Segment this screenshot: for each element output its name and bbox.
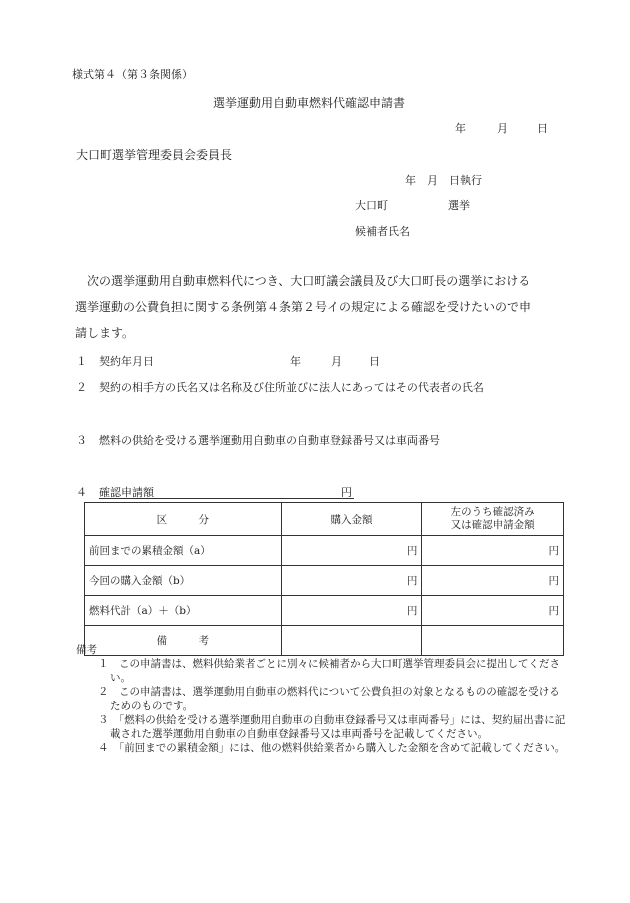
item-1-month: 月 [331, 355, 342, 368]
election-date: 年 月 日執行 [405, 174, 482, 187]
table-row [85, 596, 564, 626]
purchase-amount-cell[interactable]: 円 [281, 596, 422, 626]
purchase-amount-cell[interactable]: 円 [281, 566, 422, 596]
notes-heading: 備考 [76, 644, 97, 656]
item-4-number: ４ [76, 486, 87, 499]
row-label: 前回までの累積金額（a） [85, 536, 282, 566]
item-2-number: ２ [76, 381, 87, 394]
body-line-1: 次の選挙運動用自動車燃料代につき、大口町議会議員及び大口町長の選挙における [87, 274, 531, 288]
note-4: ４ 「前回までの累積金額」には、他の燃料供給業者から購入した金額を含めて記載してください。 [98, 742, 566, 754]
submission-month: 月 [497, 122, 508, 135]
body-line-2: 選挙運動の公費負担に関する条例第４条第２号イの規定による確認を受けたいので申 [75, 300, 532, 314]
note-1: １ この申請書は、燃料供給業者ごとに別々に候補者から大口町選挙管理委員会に提出してください。 [98, 658, 560, 684]
header-purchase-amount: 購入金額 [281, 503, 422, 536]
form-number: 様式第４（第３条関係） [72, 68, 193, 81]
election-word: 選挙 [448, 199, 470, 212]
submission-year: 年 [455, 122, 466, 135]
notes-section [76, 643, 566, 755]
election-town: 大口町 [355, 199, 388, 212]
confirmed-amount-cell[interactable]: 円 [422, 596, 564, 626]
item-1-number: １ [76, 355, 87, 368]
header-confirmed-amount [422, 503, 564, 536]
note-3: ３ 「燃料の供給を受ける選挙運動用自動車の自動車登録番号又は車両番号」には、契約届出書に記載された選挙運動用自動車の自動車登録番号又は車両番号を記載してください。 [98, 714, 566, 740]
item-1-day: 日 [369, 355, 380, 368]
note-2: ２ この申請書は、選挙運動用自動車の燃料代について公費負担の対象となるものの確認を受けるためのものです。 [98, 686, 560, 712]
confirmed-amount-cell[interactable]: 円 [422, 536, 564, 566]
amount-table [84, 502, 564, 656]
body-line-3: 請します。 [75, 326, 135, 340]
row-label: 今回の購入金額（b） [85, 566, 282, 596]
item-4-yen: 円 [341, 486, 352, 499]
application-body [75, 268, 565, 346]
item-3-label: 燃料の供給を受ける選挙運動用自動車の自動車登録番号又は車両番号 [99, 434, 440, 447]
candidate-name-label: 候補者氏名 [355, 225, 410, 238]
item-3-number: ３ [76, 434, 87, 447]
item-1-year: 年 [290, 355, 301, 368]
header-confirmed-line-2: 又は確認申請金額 [450, 519, 535, 531]
remarks-label: 備 考 [85, 626, 282, 656]
header-category: 区 分 [85, 503, 282, 536]
table-row [85, 536, 564, 566]
addressee: 大口町選挙管理委員会委員長 [76, 148, 233, 162]
purchase-amount-cell[interactable]: 円 [281, 536, 422, 566]
confirmed-amount-cell[interactable]: 円 [422, 566, 564, 596]
item-4-underline [99, 484, 354, 499]
item-4-label: 確認申請額 [99, 486, 154, 499]
item-2-label: 契約の相手方の氏名又は名称及び住所並びに法人にあってはその代表者の氏名 [99, 381, 484, 394]
row-label: 燃料代計（a）＋（b） [85, 596, 282, 626]
item-1-label: 契約年月日 [99, 355, 154, 368]
table-header-row [85, 503, 564, 536]
submission-day: 日 [537, 122, 548, 135]
table-row [85, 566, 564, 596]
header-confirmed-line-1: 左のうち確認済み [450, 506, 535, 518]
document-title: 選挙運動用自動車燃料代確認申請書 [213, 96, 406, 110]
